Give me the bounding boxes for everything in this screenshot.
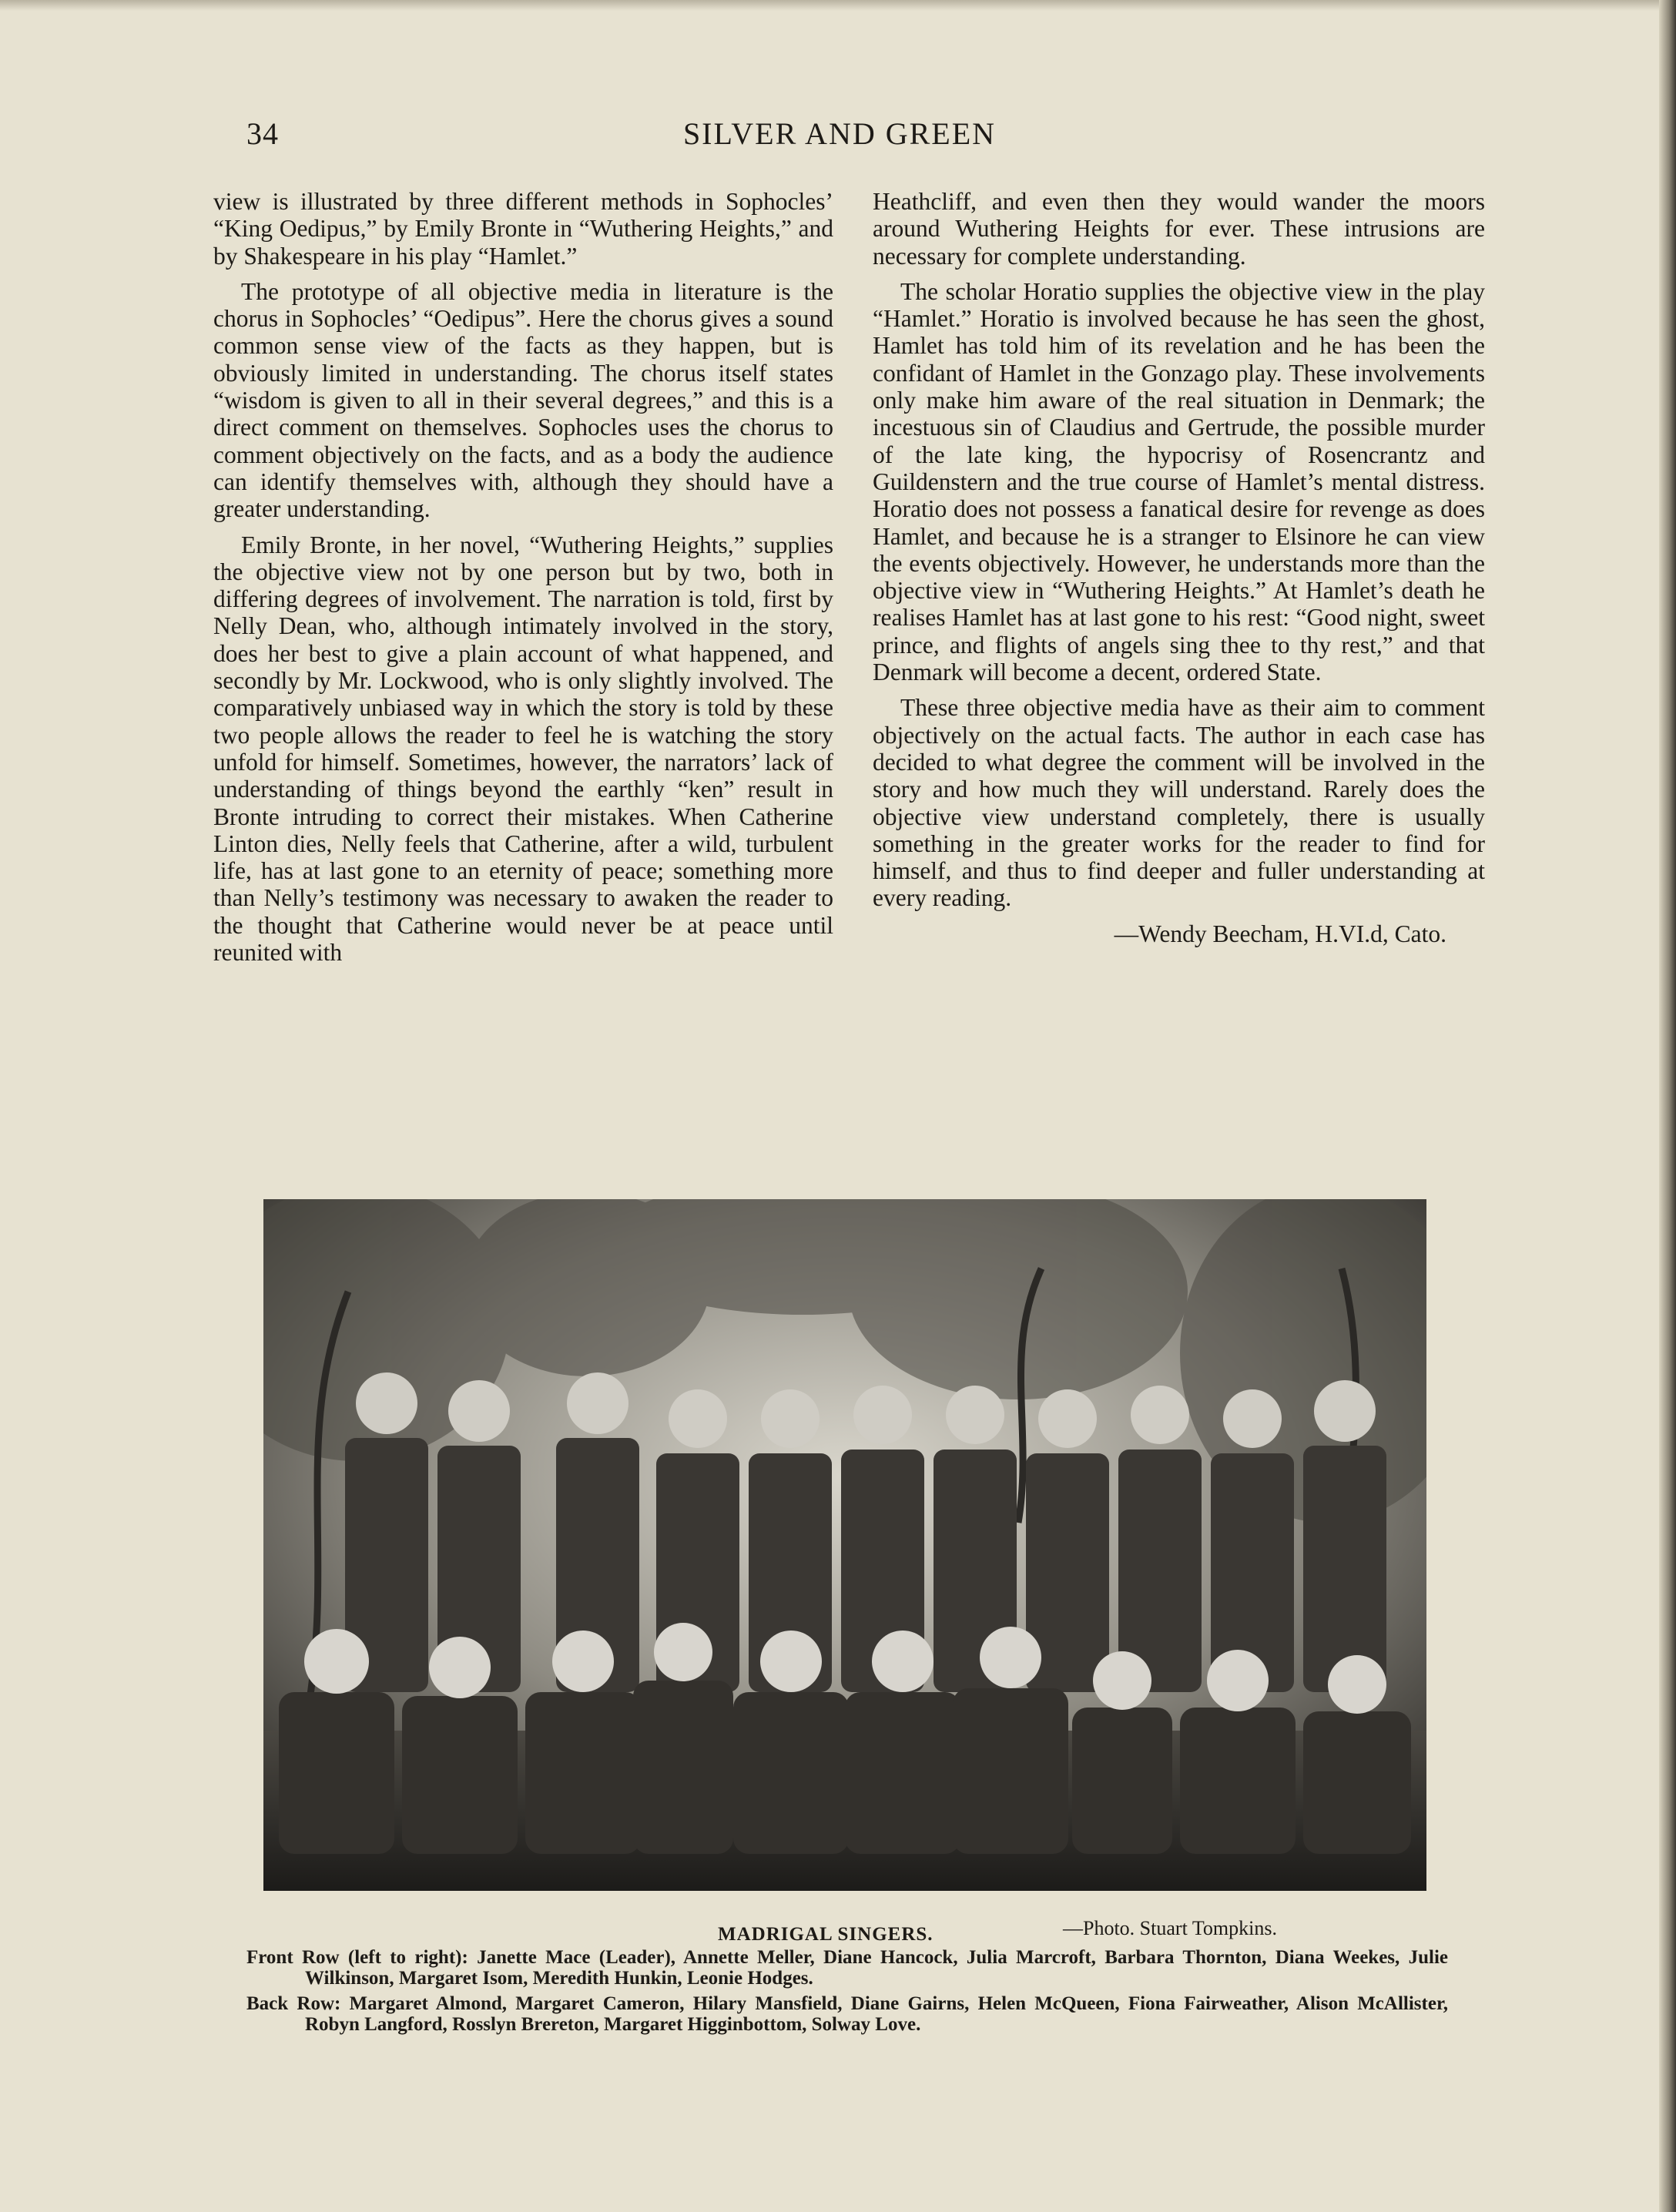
left-column bbox=[213, 188, 833, 974]
paragraph: Emily Bronte, in her novel, “Wuthering Heights,” supplies the objective view not by one person but by two, both in differing degrees of involvement. The narration is told, first by Nelly Dean, who, although intimately involved in the story, does her best to give a plain account of what happened, and secondly by Mr. Lockwood, who is only slightly involved. The comparatively unbiased way in which the story is told by these two people allows the reader to feel he is watching the story unfold for himself. Sometimes, however, the narrators’ lack of understanding of things beyond the earthly “ken” result in Bronte intruding to correct their mistakes. When Catherine Linton dies, Nelly feels that Catherine, after a wild, turbulent life, has at last gone to an eternity of peace; something more than Nelly’s testimony was necessary to awaken the reader to the thought that Catherine would never be at peace until reunited with bbox=[213, 531, 833, 967]
group-photo bbox=[263, 1199, 1426, 1891]
group-photo-illustration bbox=[263, 1199, 1426, 1891]
running-title: SILVER AND GREEN bbox=[682, 116, 997, 151]
page-number: 34 bbox=[246, 116, 279, 151]
page-top-shadow bbox=[0, 0, 1659, 11]
paragraph: These three objective media have as their aim to comment objectively on the actual facts. The author in each case has decided to what degree the comment will be involved in the story and how much they will understand. Rarely does the objective view understand completely, there is usually something in the greater works for the reader to find for himself, and thus to find deeper and fuller understanding at every reading. bbox=[873, 694, 1485, 912]
paragraph: Heathcliff, and even then they would wander the moors around Wuthering Heights for ever. These intrusions are necessary for complete understanding. bbox=[873, 188, 1485, 270]
back-row-singers bbox=[345, 1372, 1386, 1692]
page-header bbox=[246, 116, 1433, 162]
caption-title: MADRIGAL SINGERS. bbox=[718, 1924, 934, 1945]
right-column bbox=[873, 188, 1485, 947]
caption-names bbox=[246, 1947, 1448, 2035]
paragraph: The scholar Horatio supplies the objective view in the play “Hamlet.” Horatio is involved because he has seen the ghost, Hamlet has told him of its revelation and he has been the confidant of Hamlet in the Gonzago play. These involvements only make him aware of the real situation in Denmark; the incestuous sin of Claudius and Gertrude, the possible murder of the late king, the hypocrisy of Rosencrantz and Guildenstern and the true course of Hamlet’s mental distress. Horatio does not possess a fanatical desire for revenge as does Hamlet, and because he is a stranger to Elsinore he can view the events objectively. However, he understands more than the objective view in “Wuthering Heights.” At Hamlet’s death he realises Hamlet has at last gone to his rest: “Good night, sweet prince, and flights of angels sing thee to thy rest,” and that Denmark will become a decent, ordered State. bbox=[873, 277, 1485, 686]
page-binding-edge bbox=[1659, 0, 1676, 2212]
paragraph: The prototype of all objective media in literature is the chorus in Sophocles’ “Oedipus”. Here the chorus gives a sound common sense view of the facts as they happen, but is obviously limited in understanding. The chorus itself states “wisdom is given to all in their several degrees,” and this is a direct comment on themselves. Sophocles uses the chorus to comment objectively on the facts, and as a body the audience can identify themselves with, although they should have a greater understanding. bbox=[213, 277, 833, 523]
photo-credit: —Photo. Stuart Tompkins. bbox=[1063, 1917, 1277, 1939]
photo-caption bbox=[246, 1916, 1448, 2039]
author-signature: —Wendy Beecham, H.VI.d, Cato. bbox=[1114, 920, 1446, 947]
back-row-names: Back Row: Margaret Almond, Margaret Cameron, Hilary Mansfield, Diane Gairns, Helen McQueen, Fiona Fairweather, Alison McAllister, Robyn Langford, Rosslyn Brereton, Margaret Higginbottom, Solway Love. bbox=[246, 1993, 1448, 2035]
front-row-names: Front Row (left to right): Janette Mace (Leader), Annette Meller, Diane Hancock, Julia Marcroft, Barbara Thornton, Diana Weekes, Julie Wilkinson, Margaret Isom, Meredith Hunkin, Leonie Hodges. bbox=[246, 1947, 1448, 1989]
paragraph: view is illustrated by three different methods in Sophocles’ “King Oedipus,” by Emily Bronte in “Wuthering Heights,” and by Shakespeare in his play “Hamlet.” bbox=[213, 188, 833, 270]
